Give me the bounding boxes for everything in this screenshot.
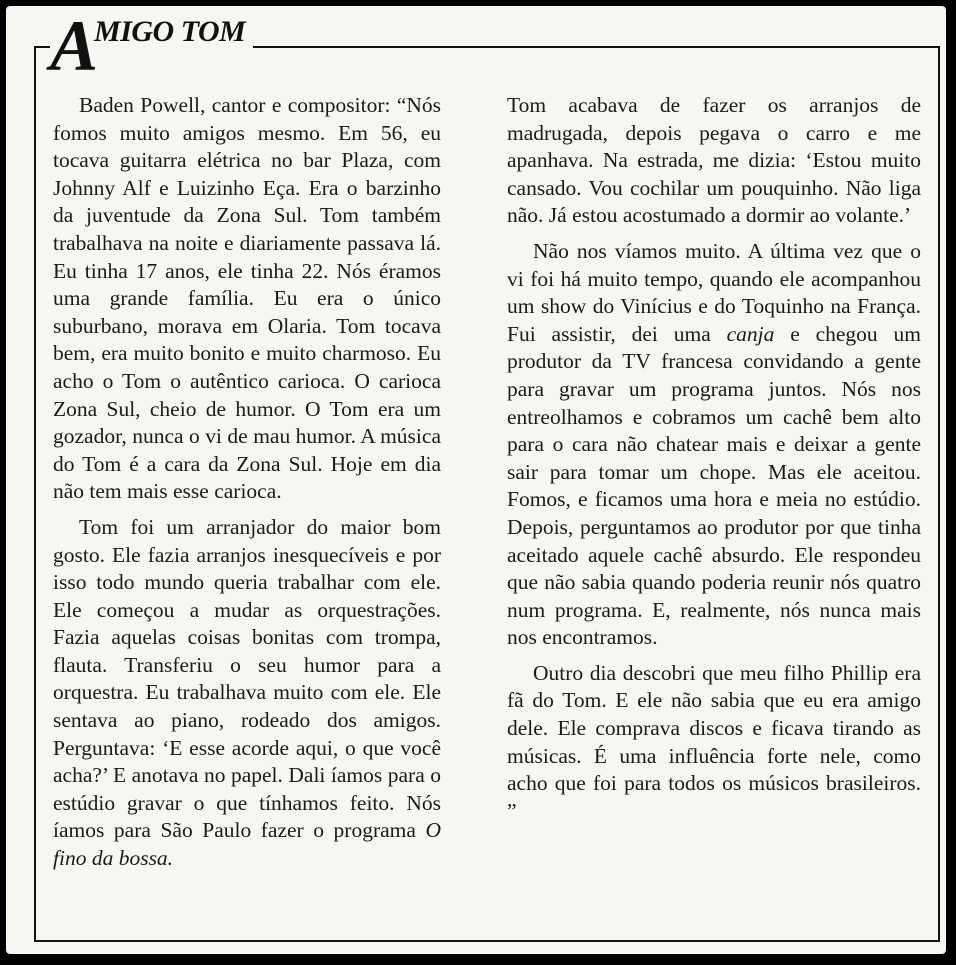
headline-text: MIGO TOM [94,15,246,48]
left-column [53,92,441,881]
right-column [507,92,921,833]
paragraph-continued: Tom acabava de fazer os arranjos de madrugada, depois pegava o carro e me apanhava. Na estrada, me dizia: ‘Estou muito cansado. Vou cochilar um pouquinho. Não liga não. Já estou acostumado a dormir ao volante.’ [507,93,921,228]
paragraph-text: Não nos víamos muito. A última vez que o vi foi há muito tempo, quando ele acompanhou um show do Vinícius e do Toquinho na França. Fui assistir, dei uma [507,238,921,346]
clipping-frame [6,6,946,954]
italic-word: canja [726,321,775,346]
headline-initial: A [50,6,99,86]
paragraph-text: e chegou um produtor da TV francesa convidando a gente para gravar um programa juntos. Nós nos entreolhamos e cobramos um cachê bem alto para o cara não chatear mais e deixar a gente sair para tomar um chope. Mas ele aceitou. Fomos, e ficamos uma hora e meia no estúdio. Depois, perguntamos ao produtor por que tinha aceitado aquele cachê absurdo. Ele respondeu que não sabia quando poderia reunir nós quatro num programa. E, realmente, nós nunca mais nos encontramos. [507,321,921,650]
paragraph [507,238,921,652]
paragraph [53,514,441,873]
headline [50,6,253,86]
paragraph-text: Tom foi um arranjador do maior bom gosto. Ele fazia arranjos inesquecíveis e por isso todo mundo queria trabalhar com ele. Ele começou a mudar as orquestrações. Fazia aquelas coisas bonitas com trompa, flauta. Transferiu o seu humor para a orquestra. Eu trabalhava muito com ele. Ele sentava ao piano, rodeado dos amigos. Perguntava: ‘E esse acorde aqui, o que você acha?’ E anotava no papel. Dali íamos para o estúdio gravar o que tínhamos feito. Nós íamos para São Paulo fazer o programa [53,514,441,843]
paragraph: Outro dia descobri que meu filho Phillip era fã do Tom. E ele não sabia que eu era amigo dele. Ele comprava discos e ficava tirando as músicas. É uma influência forte nele, como acho que foi para todos os músicos brasileiros. ” [507,660,921,823]
program-title: O fino da bossa. [53,818,441,871]
paragraph: Baden Powell, cantor e compositor: “Nós fomos muito amigos mesmo. Em 56, eu tocava guitarra elétrica no bar Plaza, com Johnny Alf e Luizinho Eça. Era o barzinho da juventude da Zona Sul. Tom também trabalhava na noite e diariamente passava lá. Eu tinha 17 anos, ele tinha 22. Nós éramos uma grande família. Eu era o único suburbano, morava em Olaria. Tom tocava bem, era muito bonito e muito charmoso. Eu acho o Tom o autêntico carioca. O carioca Zona Sul, cheio de humor. O Tom era um gozador, nunca o vi de mau humor. A música do Tom é a cara da Zona Sul. Hoje em dia não tem mais esse carioca. [53,93,441,504]
